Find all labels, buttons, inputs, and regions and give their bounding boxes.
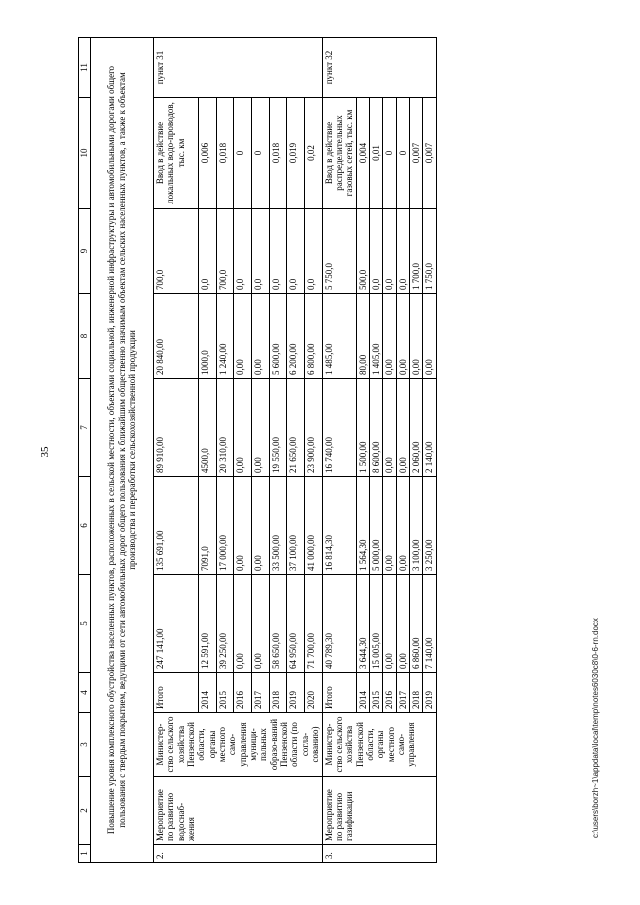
amount-cell: 1000,0 <box>198 294 216 379</box>
amount-cell: 0,0 <box>287 209 305 294</box>
year-cell: 2015 <box>369 673 382 713</box>
amount-cell: 0,0 <box>383 209 396 294</box>
amount-cell: 20 310,00 <box>216 379 234 477</box>
amount-cell: 0,00 <box>251 294 269 379</box>
amount-cell: 700,0 <box>154 209 199 294</box>
amount-cell: 6 200,00 <box>287 294 305 379</box>
year-cell: 2015 <box>216 673 234 713</box>
amount-cell: 17 000,00 <box>216 477 234 575</box>
amount-cell: 23 900,00 <box>304 379 322 477</box>
amount-cell: 0,00 <box>383 575 396 673</box>
amount-cell: 19 550,00 <box>269 379 287 477</box>
amount-cell: 0,00 <box>251 575 269 673</box>
col-number: 4 <box>79 673 91 713</box>
amount-cell: 71 700,00 <box>304 575 322 673</box>
indicator-value: 0 <box>251 98 269 209</box>
year-cell: 2017 <box>251 673 269 713</box>
amount-cell: 5 000,00 <box>369 477 382 575</box>
amount-cell: 89 910,00 <box>154 379 199 477</box>
section-title-row <box>91 38 154 863</box>
amount-cell: 0,00 <box>234 294 252 379</box>
amount-cell: 8 600,00 <box>369 379 382 477</box>
col-number: 2 <box>79 777 91 845</box>
amount-cell: 21 650,00 <box>287 379 305 477</box>
year-cell: 2018 <box>409 673 422 713</box>
amount-cell: 4500,0 <box>198 379 216 477</box>
amount-cell: 58 650,00 <box>269 575 287 673</box>
indicator-name: Ввод в действие распределительных газовых сетей, тыс. км <box>322 98 356 209</box>
indicator-value: 0 <box>234 98 252 209</box>
amount-cell: 16 740,00 <box>322 379 356 477</box>
amount-cell: 7 140,00 <box>423 575 436 673</box>
event-name: Мероприятие по развитию газификации <box>322 777 436 845</box>
amount-cell: 500,0 <box>356 209 369 294</box>
amount-cell: 0,00 <box>234 575 252 673</box>
event-name: Мероприятие по развитию водоснаб-жения <box>154 777 323 845</box>
program-table <box>78 37 437 863</box>
year-cell: Итого <box>154 673 199 713</box>
amount-cell: 0,00 <box>234 477 252 575</box>
amount-cell: 0,00 <box>396 575 409 673</box>
amount-cell: 0,0 <box>304 209 322 294</box>
reference: пункт 32 <box>322 38 436 98</box>
rotated-table-canvas <box>78 38 605 863</box>
amount-cell: 15 005,00 <box>369 575 382 673</box>
amount-cell: 1 564,30 <box>356 477 369 575</box>
amount-cell: 2 060,00 <box>409 379 422 477</box>
amount-cell: 135 691,00 <box>154 477 199 575</box>
amount-cell: 700,0 <box>216 209 234 294</box>
amount-cell: 2 140,00 <box>423 379 436 477</box>
year-cell: 2018 <box>269 673 287 713</box>
year-cell: 2016 <box>383 673 396 713</box>
amount-cell: 3 250,00 <box>423 477 436 575</box>
amount-cell: 0,0 <box>251 209 269 294</box>
footer-file-path: c:\users\borzh~1\appdata\local\temp\notes6030c8\0-6-rn.docx <box>591 618 600 838</box>
indicator-value: 0,018 <box>216 98 234 209</box>
amount-cell: 3 100,00 <box>409 477 422 575</box>
col-number: 3 <box>79 713 91 777</box>
amount-cell: 0,00 <box>396 379 409 477</box>
amount-cell: 39 250,00 <box>216 575 234 673</box>
indicator-value: 0,018 <box>269 98 287 209</box>
year-cell: 2020 <box>304 673 322 713</box>
amount-cell: 0,00 <box>251 379 269 477</box>
year-cell: 2019 <box>287 673 305 713</box>
amount-cell: 0,00 <box>383 477 396 575</box>
amount-cell: 1 500,00 <box>356 379 369 477</box>
amount-cell: 12 591,00 <box>198 575 216 673</box>
amount-cell: 0,00 <box>251 477 269 575</box>
column-number-row <box>79 38 91 863</box>
amount-cell: 1 750,0 <box>423 209 436 294</box>
year-cell: 2014 <box>198 673 216 713</box>
executor: Министер-ство сельского хозяйства Пензенской области, органы местного само-управления <box>322 713 436 777</box>
amount-cell: 0,00 <box>396 477 409 575</box>
amount-cell: 0,0 <box>269 209 287 294</box>
amount-cell: 0,0 <box>198 209 216 294</box>
year-cell: 2019 <box>423 673 436 713</box>
year-cell: 2016 <box>234 673 252 713</box>
amount-cell: 6 860,00 <box>409 575 422 673</box>
amount-cell: 0,00 <box>409 294 422 379</box>
amount-cell: 1 240,00 <box>216 294 234 379</box>
section-title: Повышение уровня комплексного обустройства населенных пунктов, расположенных в сельской местности, объектами социальной, инженерной инфраструктуры и автомобильными дорогами общего пользования с твердым покрытием, ведущими от сети автомобильных дорог общего пользования к ближайшим общественно значимым объектам сельских населенных пунктов, а также к объектам производства и переработки сельскохозяйственной продукции <box>91 38 154 863</box>
amount-cell: 0,0 <box>396 209 409 294</box>
amount-cell: 1 700,0 <box>409 209 422 294</box>
col-number: 10 <box>79 98 91 209</box>
col-number: 7 <box>79 379 91 477</box>
amount-cell: 247 141,00 <box>154 575 199 673</box>
col-number: 9 <box>79 209 91 294</box>
amount-cell: 80,00 <box>356 294 369 379</box>
table-row <box>154 38 199 863</box>
indicator-value: 0 <box>383 98 396 209</box>
amount-cell: 0,00 <box>383 294 396 379</box>
amount-cell: 1 485,00 <box>322 294 356 379</box>
amount-cell: 3 644,30 <box>356 575 369 673</box>
indicator-value: 0,007 <box>423 98 436 209</box>
year-cell: Итого <box>322 673 356 713</box>
amount-cell: 0,00 <box>383 379 396 477</box>
amount-cell: 37 100,00 <box>287 477 305 575</box>
amount-cell: 1 405,00 <box>369 294 382 379</box>
col-number: 8 <box>79 294 91 379</box>
amount-cell: 6 800,00 <box>304 294 322 379</box>
amount-cell: 0,00 <box>396 294 409 379</box>
amount-cell: 0,00 <box>423 294 436 379</box>
indicator-value: 0,019 <box>287 98 305 209</box>
amount-cell: 0,00 <box>234 379 252 477</box>
executor: Министер-ство сельского хозяйства Пензенской области, органы местного само-управления муници-пальных образо-ваний Пензенской области (по согла-сованию) <box>154 713 323 777</box>
indicator-value: 0,007 <box>409 98 422 209</box>
row-number: 3. <box>322 845 436 863</box>
indicator-name: Ввод в действие локальных водо-проводов, тыс. км <box>154 98 199 209</box>
table-row <box>322 38 356 863</box>
col-number: 6 <box>79 477 91 575</box>
amount-cell: 5 600,00 <box>269 294 287 379</box>
amount-cell: 41 000,00 <box>304 477 322 575</box>
year-cell: 2017 <box>396 673 409 713</box>
year-cell: 2014 <box>356 673 369 713</box>
amount-cell: 0,0 <box>234 209 252 294</box>
amount-cell: 0,0 <box>369 209 382 294</box>
amount-cell: 64 950,00 <box>287 575 305 673</box>
col-number: 5 <box>79 575 91 673</box>
indicator-value: 0 <box>396 98 409 209</box>
indicator-value: 0,01 <box>369 98 382 209</box>
col-number: 1 <box>79 845 91 863</box>
page-number: 35 <box>39 446 51 458</box>
col-number: 11 <box>79 38 91 98</box>
amount-cell: 16 814,30 <box>322 477 356 575</box>
amount-cell: 40 789,30 <box>322 575 356 673</box>
amount-cell: 5 750,0 <box>322 209 356 294</box>
reference: пункт 31 <box>154 38 323 98</box>
indicator-value: 0,006 <box>198 98 216 209</box>
indicator-value: 0,02 <box>304 98 322 209</box>
indicator-value: 0,004 <box>356 98 369 209</box>
row-number: 2. <box>154 845 323 863</box>
amount-cell: 20 840,00 <box>154 294 199 379</box>
amount-cell: 33 500,00 <box>269 477 287 575</box>
amount-cell: 7091,0 <box>198 477 216 575</box>
